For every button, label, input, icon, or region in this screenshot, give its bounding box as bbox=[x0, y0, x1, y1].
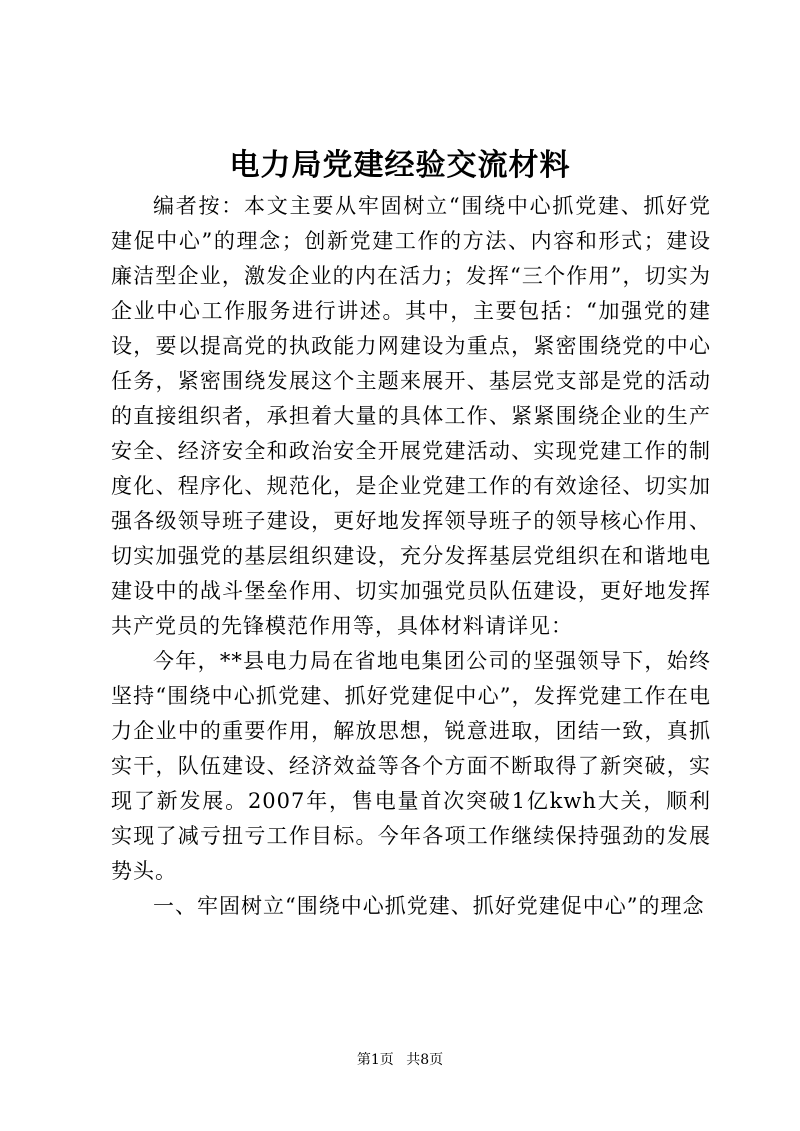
document-title: 电力局党建经验交流材料 bbox=[229, 148, 571, 183]
intro-paragraph: 今年，**县电力局在省地电集团公司的坚强领导下，始终坚持“围绕中心抓党建、抓好党建促中心”，发挥党建工作在电力企业中的重要作用，解放思想，锐意进取，团结一致，真抓实干，队伍建设、经济效益等各个方面不断取得了新突破，实现了新发展。2007年，售电量首次突破1亿kwh大关，顺利实现了减亏扭亏工作目标。今年各项工作继续保持强劲的发展势头。 bbox=[111, 649, 711, 883]
page-footer bbox=[0, 1049, 800, 1069]
document-body bbox=[111, 189, 711, 924]
page-number: 第1页 bbox=[356, 1052, 394, 1068]
section-heading-paragraph: 一、牢固树立“围绕中心抓党建、抓好党建促中心”的理念 bbox=[153, 894, 705, 918]
editor-note-paragraph: 编者按：本文主要从牢固树立“围绕中心抓党建、抓好党建促中心”的理念；创新党建工作的方法、内容和形式；建设廉洁型企业，激发企业的内在活力；发挥“三个作用”，切实为企业中心工作服务进行讲述。其中，主要包括：“加强党的建设，要以提高党的执政能力网建设为重点，紧密围绕党的中心任务，紧密围绕发展这个主题来展开、基层党支部是党的活动的直接组织者，承担着大量的具体工作、紧紧围绕企业的生产安全、经济安全和政治安全开展党建活动、实现党建工作的制度化、程序化、规范化，是企业党建工作的有效途径、切实加强各级领导班子建设，更好地发挥领导班子的领导核心作用、切实加强党的基层组织建设，充分发挥基层党组织在和谐地电建设中的战斗堡垒作用、切实加强党员队伍建设，更好地发挥共产党员的先锋模范作用等，具体材料请详见： bbox=[111, 194, 711, 638]
page-total: 共8页 bbox=[406, 1052, 444, 1068]
